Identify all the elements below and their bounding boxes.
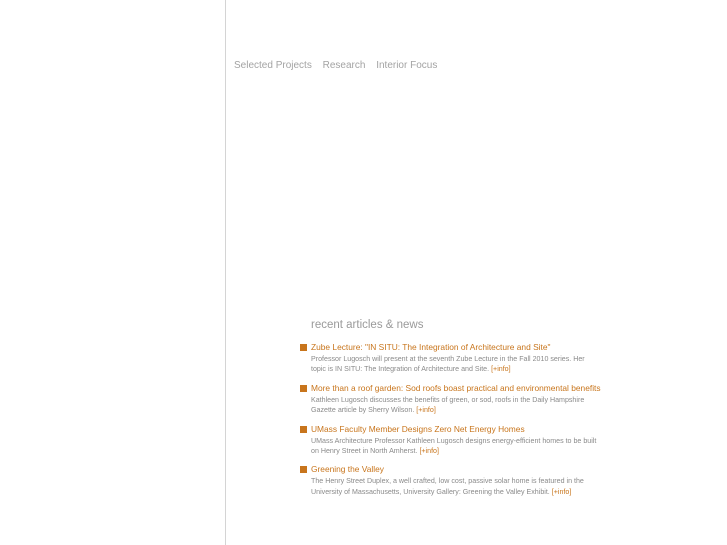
news-item-summary-text: UMass Architecture Professor Kathleen Lugosch designs energy-efficient homes to be built on Henry Street in North Amherst. bbox=[311, 436, 597, 456]
news-item-summary bbox=[311, 476, 600, 497]
news-item bbox=[300, 342, 600, 375]
news-heading: recent articles & news bbox=[311, 319, 424, 331]
news-item-title-link[interactable]: Zube Lecture: "IN SITU: The Integration of Architecture and Site" bbox=[311, 342, 551, 352]
nav-item-research[interactable]: Research bbox=[322, 60, 366, 71]
news-item-summary bbox=[311, 395, 600, 416]
news-item-title-link[interactable]: UMass Faculty Member Designs Zero Net Energy Homes bbox=[311, 423, 525, 434]
more-info-link[interactable]: [+info] bbox=[419, 447, 439, 456]
more-info-link[interactable]: [+info] bbox=[416, 406, 436, 415]
square-bullet-icon bbox=[300, 344, 307, 351]
news-item bbox=[300, 424, 600, 457]
more-info-link[interactable]: [+info] bbox=[491, 365, 511, 374]
news-item bbox=[300, 383, 600, 416]
news-item-summary-text: Kathleen Lugosch discusses the benefits of green, or sod, roofs in the Daily Hampshire Gazette article by Sherry Wilson. bbox=[311, 395, 585, 415]
news-item-title-link[interactable]: More than a roof garden: Sod roofs boast practical and environmental benefits bbox=[311, 382, 601, 393]
news-item-summary bbox=[311, 436, 600, 457]
square-bullet-icon bbox=[300, 466, 307, 473]
nav-item-interior-focus[interactable]: Interior Focus bbox=[376, 60, 438, 71]
square-bullet-icon bbox=[300, 385, 307, 392]
square-bullet-icon bbox=[300, 426, 307, 433]
news-item bbox=[300, 464, 600, 497]
vertical-divider bbox=[225, 0, 226, 545]
news-item-summary bbox=[311, 354, 600, 375]
more-info-link[interactable]: [+info] bbox=[551, 487, 572, 496]
nav-item-selected-projects[interactable]: Selected Projects bbox=[234, 60, 312, 71]
main-nav bbox=[234, 60, 445, 71]
news-list bbox=[300, 342, 600, 505]
news-item-summary-text: Professor Lugosch will present at the seventh Zube Lecture in the Fall 2010 series. Her topic is IN SITU: The Integration of Architecture and Site. bbox=[311, 355, 585, 374]
news-item-summary-text: The Henry Street Duplex, a well crafted, low cost, passive solar home is featured in the University of Massachusetts, University Gallery: Greening the Valley Exhibit. bbox=[311, 477, 584, 496]
news-item-title-link[interactable]: Greening the Valley bbox=[311, 464, 384, 475]
